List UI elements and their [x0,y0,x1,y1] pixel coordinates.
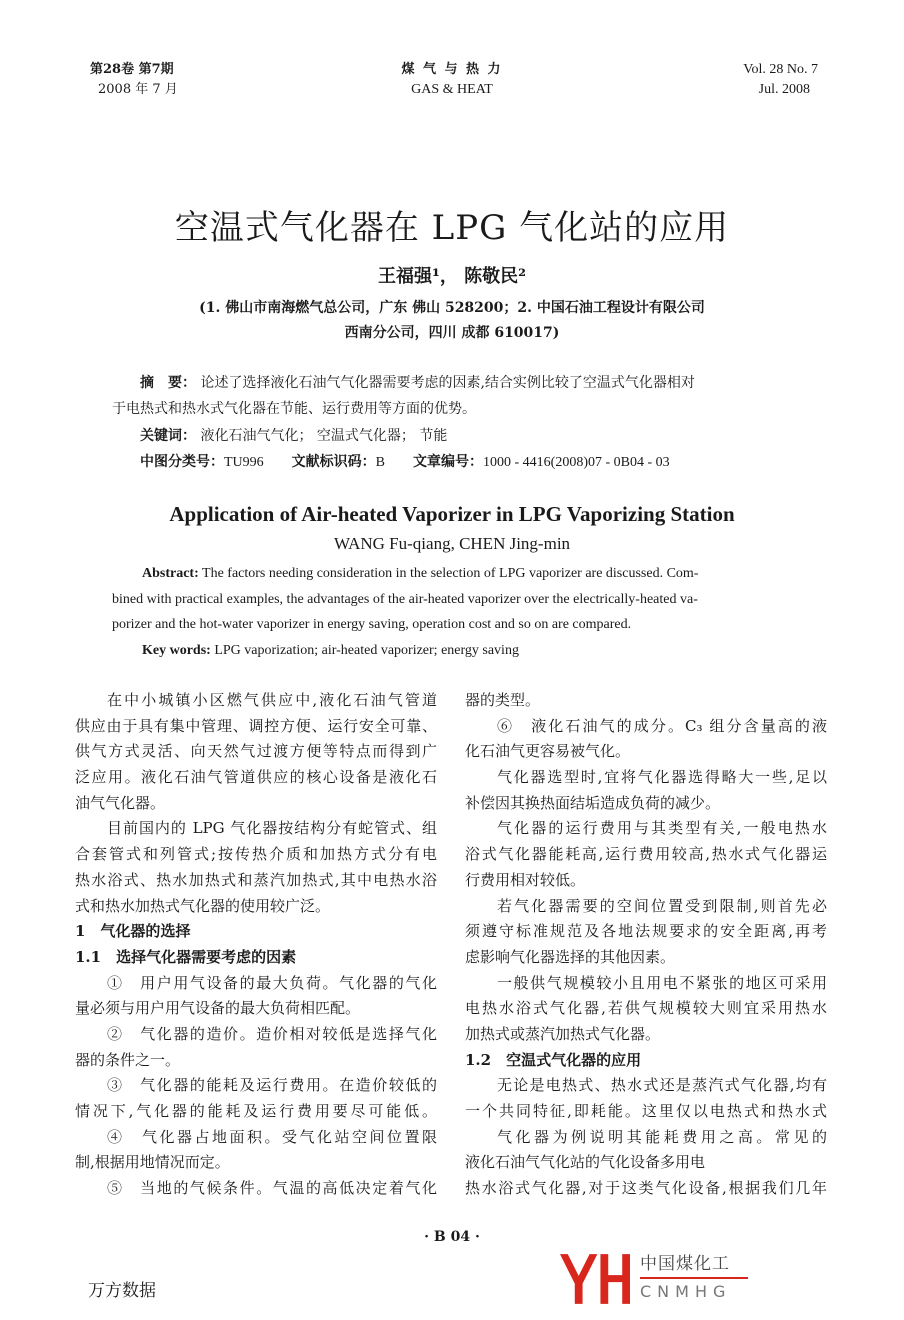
text-line: 器的类型。 [465,691,541,709]
page-title: 空温式气化器在 LPG 气化站的应用 [174,208,730,248]
text-line: ② 气化器的造价。造价相对较低是选择气化 [107,1024,437,1043]
text-line: 一个共同特征,即耗能。这里仅以电热式和热水式 [465,1102,827,1120]
journal-en: GAS & HEAT [411,82,493,97]
text-line: ⑥ 液化石油气的成分。C₃ 组分含量高的液 [497,716,827,735]
volume-cn: 第28卷 第7期 [90,62,174,77]
doc-value: B [375,455,386,470]
en-abstract-text: The factors needing consideration in the selection of LPG vaporizer are discussed. Com- [202,566,699,581]
classification [140,449,820,476]
text-line: 化石油气更容易被气化。 [465,742,631,761]
text-line: 量必须与用户用气设备的最大负荷相匹配。 [75,999,361,1018]
text-line: 液化石油气气化站的气化设备多用电 [465,1153,706,1172]
text-line: 须遵守标准规范及各地法规要求的安全距离,再考 [465,922,827,941]
affiliation-2: 西南分公司，四川 成都 610017) [344,325,560,341]
abstract-cn-line2: 于电热式和热水式气化器在节能、运行费用等方面的优势。 [112,401,476,417]
watermark-en: CNMHG [640,1282,732,1301]
text-line: 虑影响气化器选择的其他因素。 [465,947,676,966]
journal-cn: 煤 气 与 热 力 [401,62,503,77]
watermark-divider [640,1277,748,1279]
en-keywords-label: Key words: [142,642,211,658]
en-keywords [112,638,792,664]
text-line: ④ 气化器占地面积。受气化站空间位置限 [107,1127,437,1146]
keywords-cn [140,423,820,449]
en-abstract-label: Abstract: [142,566,199,581]
english-abstract [112,561,792,663]
section-heading: 1.2 空温式气化器的应用 [465,1050,642,1069]
text-line: 情况下,气化器的能耗及运行费用要尽可能低。 [75,1102,437,1120]
text-line: 泛应用。液化石油气管道供应的核心设备是液化石 [75,768,437,787]
abstract-cn-label: 摘 要： [140,375,196,391]
text-line: 一般供气规模较小且用电不紧张的地区可采用 [497,973,827,992]
text-line: 气化器的运行费用与其类型有关,一般电热水 [497,819,827,838]
text-line: 油气气化器。 [75,793,166,812]
en-keywords-value: LPG vaporization; air-heated vaporizer; energy saving [214,642,519,658]
keywords-cn-label: 关键词： [140,428,196,444]
date-en: Jul. 2008 [758,82,810,97]
text-line: 供气方式灵活、向天然气过渡方便等特点而得到广 [75,742,437,761]
text-line: 若气化器需要的空间位置受到限制,则首先必 [497,896,827,915]
article-no-label: 文章编号： [413,454,484,470]
text-line: 加热式或蒸汽加热式气化器。 [465,1024,661,1043]
text-line: 合套管式和列管式;按传热介质和加热方式分有电 [75,845,437,864]
watermark-cn: 中国煤化工 [640,1254,730,1274]
page-number: · B 04 · [424,1229,480,1245]
abstract-cn-text: 论述了选择液化石油气气化器需要考虑的因素,结合实例比较了空温式气化器相对 [200,375,695,391]
article-no-value: 1000 - 4416(2008)07 - 0B04 - 03 [483,455,670,470]
text-line: 气化器选型时,宜将气化器选得略大一些,足以 [497,768,827,787]
date-cn: 2008 年 7 月 [98,82,178,97]
en-abstract-line: porizer and the hot-water vaporizer in energy saving, operation cost and so on are compared. [112,617,632,632]
clc-label: 中图分类号： [140,454,224,470]
text-line: 热水浴式、热水加热式和蒸汽加热式,其中电热水浴 [75,870,437,889]
watermark-logo-icon [560,1254,630,1304]
abstract-cn-line1 [140,370,800,396]
text-line: 无论是电热式、热水式还是蒸汽式气化器,均有 [497,1076,827,1095]
english-title: Application of Air-heated Vaporizer in LPG Vaporizing Station [169,502,735,526]
section-heading: 1 气化器的选择 [75,922,191,941]
text-line: ③ 气化器的能耗及运行费用。在造价较低的 [107,1076,437,1095]
en-abstract-line [112,561,792,587]
text-line: 热水浴式气化器,对于这类气化设备,根据我们几年 [465,1179,827,1198]
authors: 王福强¹， 陈敬民² [377,266,527,287]
text-line: ① 用户用气设备的最大负荷。气化器的气化 [107,973,437,992]
text-line: 式和热水加热式气化器的使用较广泛。 [75,896,331,915]
clc-value: TU996 [224,455,264,470]
right-column [465,688,827,1202]
text-line: 行费用相对较低。 [465,870,586,889]
affiliation-1: (1. 佛山市南海燃气总公司，广东 佛山 528200；2. 中国石油工程设计有限公司 [199,300,705,316]
section-heading: 1.1 选择气化器需要考虑的因素 [75,947,297,966]
text-line: 器的条件之一。 [75,1050,181,1069]
text-line: 在中小城镇小区燃气供应中,液化石油气管道 [107,691,437,709]
source-label: 万方数据 [88,1281,156,1301]
text-line: 电热水浴式气化器,若供气规模较大则宜采用热水 [465,999,827,1018]
doc-label: 文献标识码： [291,454,376,470]
text-line: 浴式气化器能耗高,运行费用较高,热水式气化器运 [465,845,827,864]
text-line: 气化器为例说明其能耗费用之高。常见的 [497,1127,827,1146]
left-column [75,688,437,1202]
text-line: ⑤ 当地的气候条件。气温的高低决定着气化 [107,1179,437,1198]
keywords-cn-value: 液化石油气气化； 空温式气化器； 节能 [200,428,448,444]
english-authors: WANG Fu-qiang, CHEN Jing-min [333,534,571,553]
text-line: 供应由于具有集中管理、调控方便、运行安全可靠、 [75,716,437,735]
watermark [636,1252,752,1308]
text-line: 制,根据用地情况而定。 [75,1153,230,1172]
text-line: 目前国内的 LPG 气化器按结构分有蛇管式、组 [107,819,437,838]
text-line: 补偿因其换热面结垢造成负荷的减少。 [465,793,721,812]
en-abstract-line: bined with practical examples, the advantages of the air-heated vaporizer over the electrically-heated va- [112,591,698,607]
volume-en: Vol. 28 No. 7 [743,62,818,77]
